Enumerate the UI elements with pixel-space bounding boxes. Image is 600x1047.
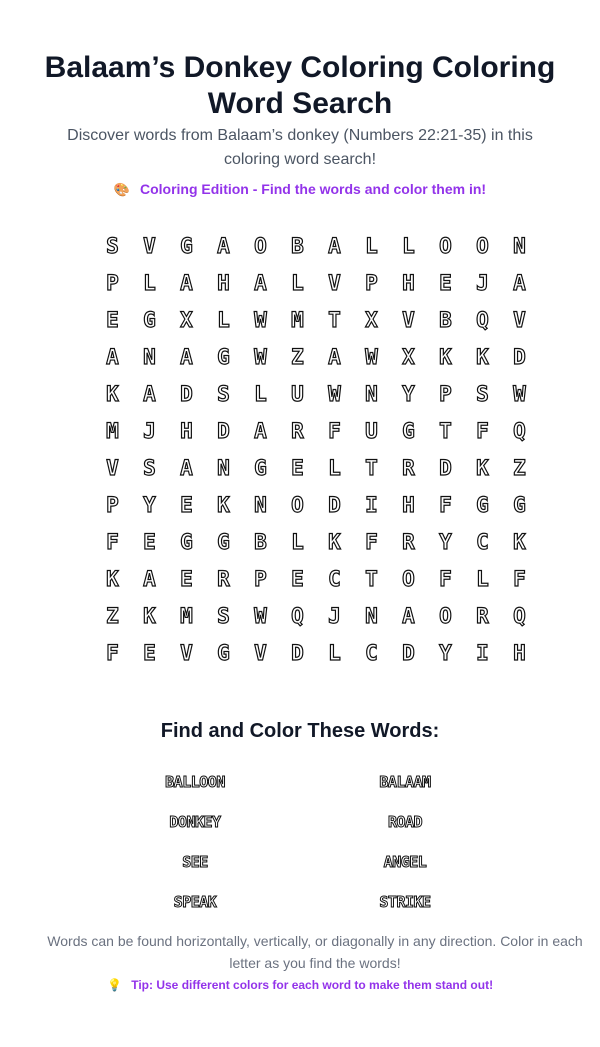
grid-cell[interactable]: V: [143, 233, 156, 258]
grid-cell[interactable]: L: [402, 233, 415, 258]
grid-cell[interactable]: A: [180, 455, 193, 480]
grid-cell[interactable]: O: [254, 233, 267, 258]
edition-banner: [0, 179, 600, 200]
grid-cell[interactable]: A: [328, 233, 341, 258]
grid-cell[interactable]: L: [328, 455, 341, 480]
grid-cell[interactable]: V: [328, 270, 341, 295]
grid-cell[interactable]: O: [402, 566, 415, 591]
grid-cell[interactable]: O: [476, 233, 489, 258]
grid-cell[interactable]: P: [365, 270, 378, 295]
grid-cell[interactable]: S: [476, 381, 489, 406]
grid-cell[interactable]: C: [476, 529, 489, 554]
grid-cell[interactable]: A: [254, 270, 267, 295]
grid-cell[interactable]: K: [439, 344, 452, 369]
grid-cell[interactable]: B: [291, 233, 304, 258]
grid-cell[interactable]: H: [180, 418, 193, 443]
grid-cell[interactable]: T: [328, 307, 341, 332]
grid-cell[interactable]: H: [402, 492, 415, 517]
grid-cell[interactable]: P: [106, 492, 119, 517]
grid-cell[interactable]: V: [106, 455, 119, 480]
grid-cell[interactable]: O: [291, 492, 304, 517]
grid-cell[interactable]: G: [217, 344, 230, 369]
grid-cell[interactable]: F: [513, 566, 526, 591]
palette-icon: 🎨: [113, 182, 131, 197]
grid-cell[interactable]: A: [180, 270, 193, 295]
grid-cell[interactable]: G: [143, 307, 156, 332]
grid-cell[interactable]: C: [328, 566, 341, 591]
grid-cell[interactable]: E: [180, 566, 193, 591]
grid-cell[interactable]: L: [291, 529, 304, 554]
grid-cell[interactable]: A: [513, 270, 526, 295]
grid-cell[interactable]: W: [254, 307, 267, 332]
grid-cell[interactable]: A: [143, 566, 156, 591]
grid-cell[interactable]: G: [476, 492, 489, 517]
grid-cell[interactable]: W: [513, 381, 526, 406]
grid-cell[interactable]: A: [328, 344, 341, 369]
edition-text: Coloring Edition - Find the words and color them in!: [139, 181, 487, 197]
grid-cell[interactable]: N: [365, 603, 378, 628]
grid-cell[interactable]: R: [476, 603, 489, 628]
grid-cell[interactable]: L: [217, 307, 230, 332]
grid-cell[interactable]: N: [365, 381, 378, 406]
grid-cell[interactable]: N: [254, 492, 267, 517]
grid-cell[interactable]: S: [106, 233, 119, 258]
grid-cell[interactable]: V: [513, 307, 526, 332]
grid-cell[interactable]: Y: [143, 492, 156, 517]
word-list-item: STRIKE: [379, 893, 431, 911]
grid-cell[interactable]: R: [402, 455, 415, 480]
grid-cell[interactable]: D: [180, 381, 193, 406]
grid-cell[interactable]: Q: [513, 418, 526, 443]
grid-cell[interactable]: W: [328, 381, 341, 406]
grid-cell[interactable]: O: [439, 233, 452, 258]
grid-cell[interactable]: K: [143, 603, 156, 628]
grid-cell[interactable]: U: [291, 381, 304, 406]
grid-cell[interactable]: K: [476, 455, 489, 480]
grid-cell[interactable]: L: [254, 381, 267, 406]
grid-cell[interactable]: A: [217, 233, 230, 258]
grid-cell[interactable]: M: [106, 418, 119, 443]
grid-cell[interactable]: K: [106, 381, 119, 406]
grid-cell[interactable]: G: [513, 492, 526, 517]
grid-cell[interactable]: E: [143, 529, 156, 554]
grid-cell[interactable]: D: [328, 492, 341, 517]
grid-cell[interactable]: J: [328, 603, 341, 628]
grid-cell[interactable]: M: [291, 307, 304, 332]
grid-cell[interactable]: M: [180, 603, 193, 628]
grid-cell[interactable]: W: [365, 344, 378, 369]
grid-cell[interactable]: F: [328, 418, 341, 443]
grid-cell[interactable]: N: [217, 455, 230, 480]
grid-cell[interactable]: V: [180, 640, 193, 665]
grid-cell[interactable]: D: [439, 455, 452, 480]
grid-cell[interactable]: F: [476, 418, 489, 443]
grid-cell[interactable]: Z: [513, 455, 526, 480]
grid-cell[interactable]: V: [254, 640, 267, 665]
instructions-text: Words can be found horizontally, vertically, or diagonally in any direction. Color in each letter as you find the words!: [47, 933, 583, 971]
grid-cell[interactable]: K: [476, 344, 489, 369]
grid-cell[interactable]: F: [439, 566, 452, 591]
grid-cell[interactable]: L: [328, 640, 341, 665]
grid-cell[interactable]: J: [476, 270, 489, 295]
grid-cell[interactable]: H: [217, 270, 230, 295]
grid-cell[interactable]: W: [254, 603, 267, 628]
grid-cell[interactable]: E: [291, 566, 304, 591]
word-search-grid: [94, 227, 536, 671]
grid-cell[interactable]: Z: [106, 603, 119, 628]
grid-cell[interactable]: D: [217, 418, 230, 443]
grid-cell[interactable]: H: [402, 270, 415, 295]
grid-cell[interactable]: K: [328, 529, 341, 554]
grid-cell[interactable]: P: [254, 566, 267, 591]
grid-cell[interactable]: B: [254, 529, 267, 554]
grid-cell[interactable]: Z: [291, 344, 304, 369]
grid-cell[interactable]: E: [106, 307, 119, 332]
grid-cell[interactable]: E: [291, 455, 304, 480]
grid-cell[interactable]: S: [143, 455, 156, 480]
page-subtitle: Discover words from Balaam’s donkey (Numbers 22:21-35) in this coloring word search!: [67, 127, 533, 168]
grid-cell[interactable]: G: [254, 455, 267, 480]
grid-cell[interactable]: X: [365, 307, 378, 332]
grid-cell[interactable]: T: [365, 455, 378, 480]
grid-cell[interactable]: T: [365, 566, 378, 591]
grid-cell[interactable]: U: [365, 418, 378, 443]
grid-cell[interactable]: T: [439, 418, 452, 443]
word-list-item: ROAD: [387, 813, 423, 831]
grid-cell[interactable]: G: [217, 640, 230, 665]
tip-text: Tip: Use different colors for each word to make them stand out!: [131, 978, 494, 992]
grid-cell[interactable]: E: [180, 492, 193, 517]
grid-cell[interactable]: P: [439, 381, 452, 406]
grid-cell[interactable]: A: [180, 344, 193, 369]
grid-cell[interactable]: S: [217, 381, 230, 406]
grid-cell[interactable]: G: [402, 418, 415, 443]
grid-cell[interactable]: Q: [513, 603, 526, 628]
grid-cell[interactable]: D: [513, 344, 526, 369]
grid-cell[interactable]: F: [365, 529, 378, 554]
grid-cell[interactable]: D: [291, 640, 304, 665]
page-title: Balaam’s Donkey Coloring Coloring Word Search: [44, 51, 556, 120]
grid-cell[interactable]: N: [143, 344, 156, 369]
grid-cell[interactable]: D: [402, 640, 415, 665]
grid-cell[interactable]: R: [402, 529, 415, 554]
grid-cell[interactable]: G: [180, 233, 193, 258]
grid-cell[interactable]: E: [439, 270, 452, 295]
grid-cell[interactable]: G: [217, 529, 230, 554]
grid-cell[interactable]: W: [254, 344, 267, 369]
words-heading: Find and Color These Words:: [160, 720, 440, 742]
grid-cell[interactable]: A: [402, 603, 415, 628]
word-list-item: DONKEY: [169, 813, 221, 831]
grid-cell[interactable]: G: [180, 529, 193, 554]
grid-cell[interactable]: F: [106, 640, 119, 665]
grid-cell[interactable]: E: [143, 640, 156, 665]
grid-cell[interactable]: R: [291, 418, 304, 443]
word-list: [90, 762, 510, 922]
grid-cell[interactable]: K: [217, 492, 230, 517]
grid-cell[interactable]: H: [513, 640, 526, 665]
grid-cell[interactable]: O: [439, 603, 452, 628]
grid-cell[interactable]: A: [254, 418, 267, 443]
grid-cell[interactable]: C: [365, 640, 378, 665]
grid-cell[interactable]: Q: [476, 307, 489, 332]
tip-banner: [0, 976, 600, 994]
grid-cell[interactable]: I: [365, 492, 378, 517]
grid-cell[interactable]: R: [217, 566, 230, 591]
word-list-item: BALLOON: [165, 773, 225, 791]
grid-cell[interactable]: X: [180, 307, 193, 332]
grid-cell[interactable]: Y: [439, 529, 452, 554]
grid-cell[interactable]: L: [476, 566, 489, 591]
grid-cell[interactable]: F: [106, 529, 119, 554]
grid-cell[interactable]: I: [476, 640, 489, 665]
lightbulb-icon: 💡: [106, 978, 122, 992]
grid-cell[interactable]: Y: [402, 381, 415, 406]
grid-cell[interactable]: N: [513, 233, 526, 258]
word-list-item: ANGEL: [383, 853, 427, 871]
grid-cell[interactable]: V: [402, 307, 415, 332]
grid-cell[interactable]: L: [365, 233, 378, 258]
word-list-item: SPEAK: [173, 893, 217, 911]
grid-cell[interactable]: L: [291, 270, 304, 295]
grid-cell[interactable]: P: [106, 270, 119, 295]
grid-cell[interactable]: X: [402, 344, 415, 369]
grid-cell[interactable]: S: [217, 603, 230, 628]
grid-cell[interactable]: Y: [439, 640, 452, 665]
grid-cell[interactable]: A: [106, 344, 119, 369]
grid-cell[interactable]: K: [513, 529, 526, 554]
grid-cell[interactable]: F: [439, 492, 452, 517]
grid-cell[interactable]: B: [439, 307, 452, 332]
grid-cell[interactable]: Q: [291, 603, 304, 628]
word-list-item: BALAAM: [379, 773, 431, 791]
word-list-item: SEE: [182, 853, 208, 871]
grid-cell[interactable]: A: [143, 381, 156, 406]
grid-cell[interactable]: L: [143, 270, 156, 295]
grid-cell[interactable]: J: [143, 418, 156, 443]
grid-cell[interactable]: K: [106, 566, 119, 591]
